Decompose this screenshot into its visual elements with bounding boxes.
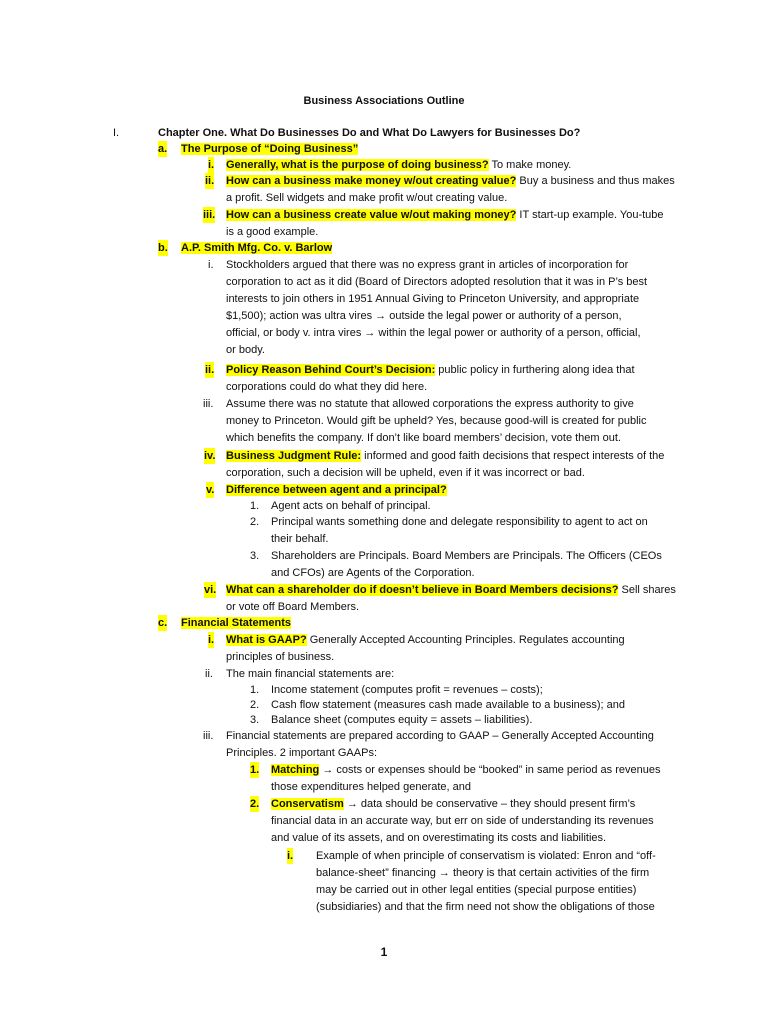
outline-marker: vi. (204, 584, 217, 596)
outline-line (226, 362, 635, 378)
outline-text: Generally Accepted Accounting Principles. Regulates accounting (306, 634, 625, 646)
outline-text: their behalf. (271, 533, 329, 545)
outline-text: informed and good faith decisions that respect interests of the (361, 450, 665, 462)
outline-line (181, 615, 291, 631)
outline-heading: Business Judgment Rule: (226, 450, 362, 462)
outline-text: Stockholders argued that there was no express grant in articles of incorporation for (226, 259, 629, 271)
outline-heading: A.P. Smith Mfg. Co. v. Barlow (181, 242, 333, 254)
outline-marker: 3. (250, 550, 260, 562)
outline-heading: Conservatism (271, 798, 344, 810)
outline-line (316, 865, 649, 881)
outline-line (226, 396, 634, 412)
outline-heading: The Purpose of “Doing Business” (181, 143, 359, 155)
outline-marker: iii. (203, 730, 214, 742)
outline-text: IT start-up example. You-tube (516, 209, 664, 221)
outline-text: Sell shares (618, 584, 676, 596)
outline-line (226, 728, 654, 744)
outline-line (226, 430, 621, 446)
outline-text: and CFOs) are Agents of the Corporation. (271, 567, 475, 579)
outline-text: Financial statements are prepared according to GAAP – Generally Accepted Accounting (226, 730, 654, 742)
outline-line (226, 157, 571, 173)
outline-text: corporation, such a decision will be upheld, even if it was incorrect or bad. (226, 467, 585, 479)
page-number: 1 (380, 945, 388, 959)
outline-line (271, 514, 648, 530)
outline-line (226, 308, 622, 324)
outline-marker: c. (158, 617, 168, 629)
outline-text: a profit. Sell widgets and make profit w/out creating value. (226, 192, 508, 204)
outline-text: → data should be conservative – they should present firm’s (343, 798, 636, 810)
outline-marker: 1. (250, 684, 260, 696)
outline-text: principles of business. (226, 651, 335, 663)
outline-heading: Difference between agent and a principal? (226, 484, 447, 496)
outline-line (271, 779, 471, 795)
outline-text: official, or body v. intra vires → within the legal power or authority of a person, official, (226, 327, 641, 339)
outline-heading: How can a business make money w/out creating value? (226, 175, 517, 187)
outline-line (271, 830, 606, 846)
outline-heading: What can a shareholder do if doesn’t believe in Board Members decisions? (226, 584, 619, 596)
outline-line (316, 882, 636, 898)
outline-line (226, 745, 377, 761)
outline-line (226, 274, 647, 290)
outline-marker: 1. (250, 764, 260, 776)
outline-text: To make money. (488, 159, 572, 171)
outline-line (226, 632, 625, 648)
outline-text: Income statement (computes profit = revenues – costs); (271, 684, 543, 696)
outline-marker: iii. (203, 209, 216, 221)
outline-text: Agent acts on behalf of principal. (271, 500, 431, 512)
outline-marker: 2. (250, 516, 260, 528)
outline-line (226, 666, 394, 682)
outline-line (181, 240, 332, 256)
outline-text: Principles. 2 important GAAPs: (226, 747, 378, 759)
outline-text: balance-sheet” financing → theory is that certain activities of the firm (316, 867, 650, 879)
outline-text: and value of its assets, and on overestimating its costs and liabilities. (271, 832, 607, 844)
outline-text: (subsidiaries) and that the firm need not show the obligations of those (316, 901, 655, 913)
outline-line (226, 413, 647, 429)
outline-line (226, 190, 507, 206)
outline-line (158, 125, 580, 141)
outline-heading: Chapter One. What Do Businesses Do and What Do Lawyers for Businesses Do? (158, 127, 581, 139)
outline-marker: ii. (205, 175, 215, 187)
outline-line (271, 712, 532, 728)
outline-line (181, 141, 358, 157)
outline-line (226, 325, 641, 341)
outline-text: Assume there was no statute that allowed corporations the express authority to give (226, 398, 634, 410)
outline-text: interests to join others in 1951 Annual Giving to Princeton University, and appropriate (226, 293, 640, 305)
outline-line (316, 899, 655, 915)
outline-text: The main financial statements are: (226, 668, 395, 680)
outline-text: Principal wants something done and delegate responsibility to agent to act on (271, 516, 648, 528)
outline-line (271, 762, 660, 778)
outline-heading: Generally, what is the purpose of doing business? (226, 159, 489, 171)
outline-line (271, 498, 431, 514)
outline-text: is a good example. (226, 226, 319, 238)
outline-text: Example of when principle of conservatism is violated: Enron and “off- (316, 850, 656, 862)
outline-line (226, 207, 664, 223)
outline-line (226, 257, 628, 273)
outline-marker: a. (158, 143, 168, 155)
outline-line (271, 565, 475, 581)
outline-line (226, 482, 447, 498)
outline-text: or body. (226, 344, 265, 356)
outline-text: may be carried out in other legal entities (special purpose entities) (316, 884, 637, 896)
outline-text: Buy a business and thus makes (516, 175, 675, 187)
outline-heading: Financial Statements (181, 617, 292, 629)
outline-line (316, 848, 656, 864)
outline-text: Cash flow statement (measures cash made available to a business); and (271, 699, 626, 711)
outline-text: which benefits the company. If don’t like board members’ decision, vote them out. (226, 432, 621, 444)
outline-text: those expenditures helped generate, and (271, 781, 471, 793)
outline-line (271, 697, 625, 713)
outline-text: $1,500); action was ultra vires → outside the legal power or authority of a person, (226, 310, 622, 322)
outline-marker: 3. (250, 714, 260, 726)
outline-marker: iv. (204, 450, 216, 462)
outline-line (271, 796, 635, 812)
outline-marker: ii. (205, 668, 213, 680)
outline-marker: ii. (205, 364, 215, 376)
outline-marker: i. (208, 159, 215, 171)
outline-text: money to Princeton. Would gift be upheld? Yes, because good-will is created for public (226, 415, 647, 427)
outline-text: corporation to act as it did (Board of Directors adopted resolution that it was in P’s best (226, 276, 648, 288)
outline-marker: iii. (203, 398, 214, 410)
outline-heading: Matching (271, 764, 320, 776)
outline-text: Shareholders are Principals. Board Members are Principals. The Officers (CEOs (271, 550, 662, 562)
outline-marker: v. (206, 484, 215, 496)
outline-marker: i. (208, 634, 215, 646)
outline-line (226, 582, 676, 598)
outline-line (271, 548, 662, 564)
outline-marker: 2. (250, 798, 260, 810)
outline-line (226, 224, 318, 240)
outline-marker: b. (158, 242, 168, 254)
outline-text: or vote off Board Members. (226, 601, 360, 613)
outline-line (226, 465, 585, 481)
outline-heading: Policy Reason Behind Court’s Decision: (226, 364, 436, 376)
outline-line (226, 599, 359, 615)
outline-text: corporations could do what they did here. (226, 381, 428, 393)
outline-text: financial data in an accurate way, but err on side of understanding its revenues (271, 815, 654, 827)
document-title: Business Associations Outline (303, 95, 465, 107)
outline-line (271, 682, 543, 698)
outline-line (226, 649, 334, 665)
outline-line (271, 813, 654, 829)
outline-text: Balance sheet (computes equity = assets – liabilities). (271, 714, 533, 726)
outline-line (226, 379, 427, 395)
outline-marker: 1. (250, 500, 260, 512)
outline-line (226, 342, 265, 358)
outline-line (226, 173, 675, 189)
outline-line (226, 291, 639, 307)
outline-text: → costs or expenses should be “booked” in same period as revenues (319, 764, 661, 776)
outline-line (226, 448, 664, 464)
outline-heading: How can a business create value w/out making money? (226, 209, 517, 221)
outline-marker: i. (287, 850, 294, 862)
outline-line (271, 531, 328, 547)
outline-marker: i. (208, 259, 214, 271)
outline-marker: I. (113, 127, 120, 139)
outline-text: public policy in furthering along idea that (435, 364, 635, 376)
outline-marker: 2. (250, 699, 260, 711)
outline-heading: What is GAAP? (226, 634, 307, 646)
